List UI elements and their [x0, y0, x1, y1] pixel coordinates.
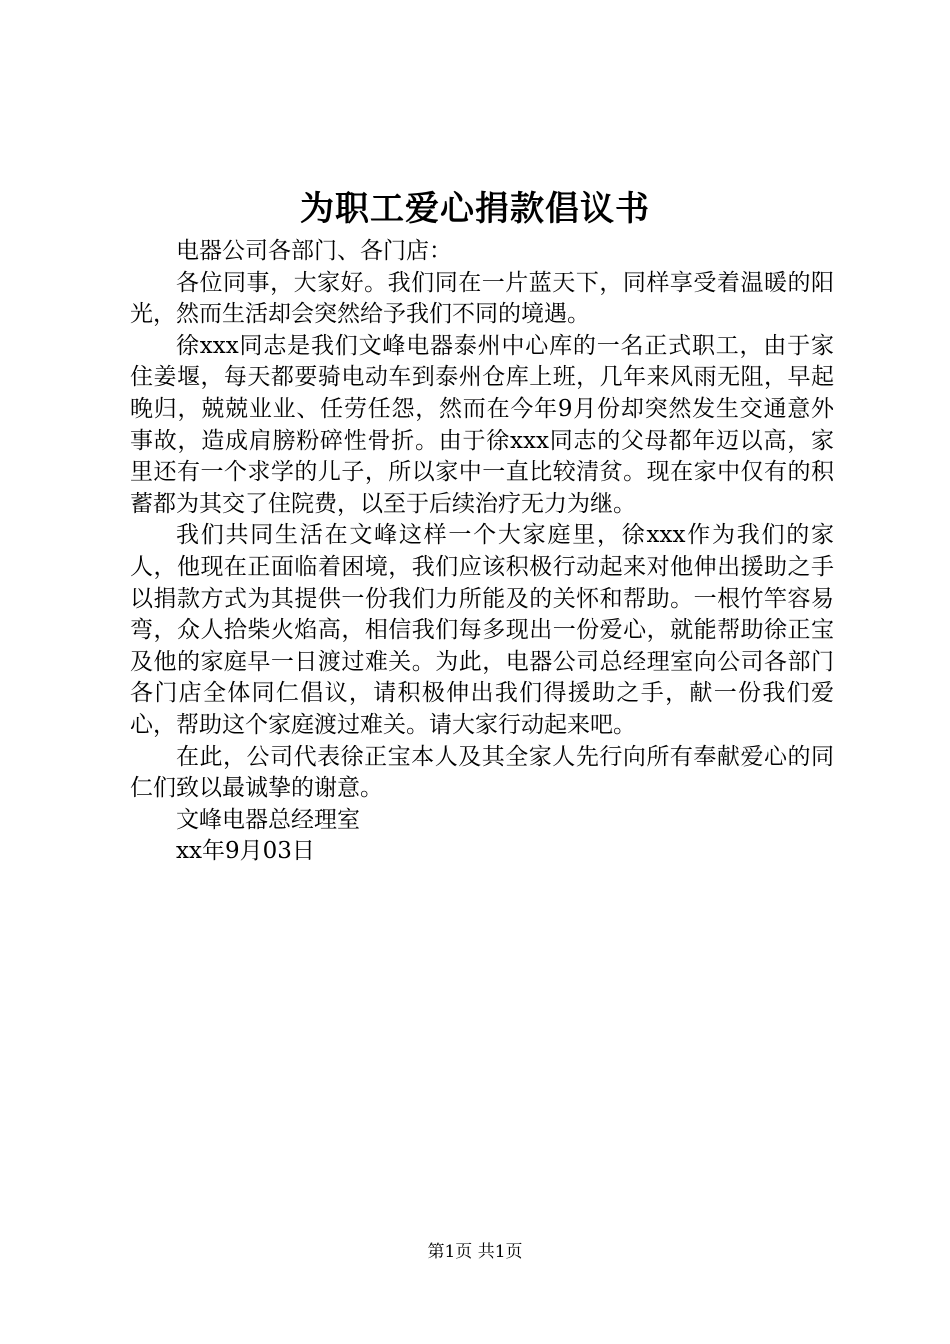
page-footer: 第1页 共1页: [427, 1242, 523, 1262]
paragraph-3: 我们共同生活在文峰这样一个大家庭里，徐xxx作为我们的家人，他现在正面临着困境，我们应该积极行动起来对他伸出援助之手以捐款方式为其提供一份我们力所能及的关怀和帮助。一根竹竿容易弯，众人拾柴火焰高，相信我们每多现出一份爱心，就能帮助徐正宝及他的家庭早一日渡过难关。为此，电器公司总经理室向公司各部门各门店全体同仁倡议，请积极伸出我们得援助之手，献一份我们爱心，帮助这个家庭渡过难关。请大家行动起来吧。: [130, 522, 834, 738]
date: xx年9月03日: [176, 838, 315, 865]
paragraph-4: 在此，公司代表徐正宝本人及其全家人先行向所有奉献爱心的同仁们致以最诚挚的谢意。: [130, 743, 834, 802]
document-body: [130, 236, 834, 868]
paragraph-1: 各位同事，大家好。我们同在一片蓝天下，同样享受着温暖的阳光，然而生活却会突然给予我们不同的境遇。: [130, 269, 834, 328]
page-title: 为职工爱心捐款倡议书: [300, 189, 650, 229]
paragraph-2: 徐xxx同志是我们文峰电器泰州中心库的一名正式职工，由于家住姜堰，每天都要骑电动车到泰州仓库上班，几年来风雨无阻，早起晚归，兢兢业业、任劳任怨，然而在今年9月份却突然发生交通意外事故，造成肩膀粉碎性骨折。由于徐xxx同志的父母都年迈以高，家里还有一个求学的儿子，所以家中一直比较清贫。现在家中仅有的积蓄都为其交了住院费，以至于后续治疗无力为继。: [130, 332, 834, 517]
salutation: 电器公司各部门、各门店：: [176, 238, 452, 264]
signature: 文峰电器总经理室: [176, 806, 360, 833]
